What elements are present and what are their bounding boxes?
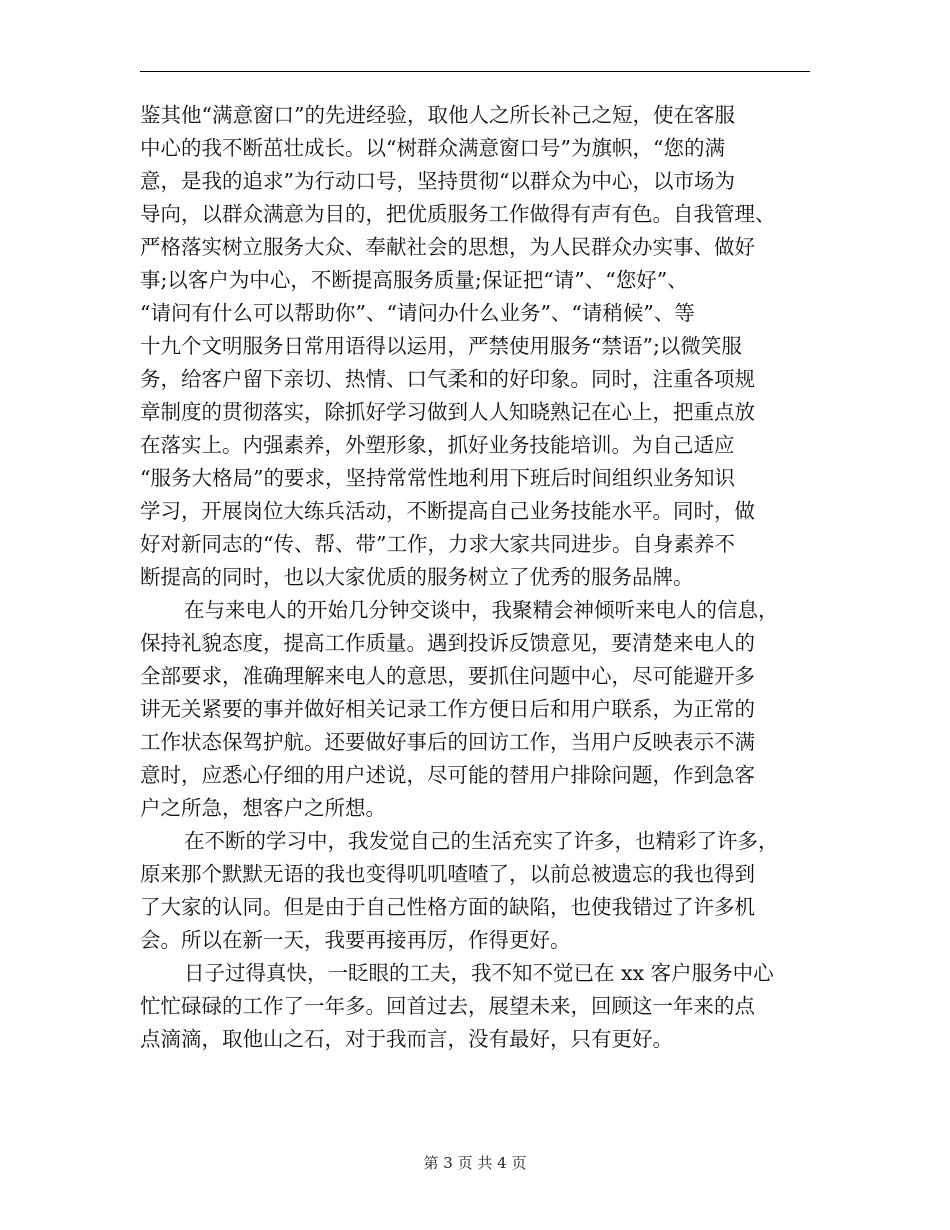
text-line: 断提高的同时，也以大家优质的服务树立了优秀的服务品牌。	[140, 565, 694, 589]
text-line: 忙忙碌碌的工作了一年多。回首过去，展望未来，回顾这一年来的点	[140, 994, 755, 1018]
text-line: 中心的我不断茁壮成长。以“树群众满意窗口号”为旗帜，“您的满	[140, 136, 725, 160]
text-line: 严格落实树立服务大众、奉献社会的思想，为人民群众办实事、做好	[140, 235, 755, 259]
text-line: 保持礼貌态度，提高工作质量。遇到投诉反馈意见，要清楚来电人的	[140, 631, 755, 655]
text-line: 在落实上。内强素养，外塑形象，抓好业务技能培训。为自己适应	[140, 433, 735, 457]
text-line: 导向，以群众满意为目的，把优质服务工作做得有声有色。自我管理、	[140, 202, 776, 226]
text-line: 工作状态保驾护航。还要做好事后的回访工作，当用户反映表示不满	[140, 730, 755, 754]
text-line: 了大家的认同。但是由于自己性格方面的缺陷，也使我错过了许多机	[140, 895, 755, 919]
body-text	[140, 99, 810, 1056]
text-line: 鉴其他“满意窗口”的先进经验，取他人之所长补己之短，使在客服	[140, 103, 735, 127]
text-line: “服务大格局”的要求，坚持常常性地利用下班后时间组织业务知识	[140, 466, 735, 490]
text-line: 户之所急，想客户之所想。	[140, 796, 386, 820]
text-line: “请问有什么可以帮助你”、“请问办什么业务”、“请稍候”、等	[140, 301, 695, 325]
text-line: 学习，开展岗位大练兵活动，不断提高自己业务技能水平。同时，做	[140, 499, 755, 523]
text-line: 意，是我的追求”为行动口号，坚持贯彻“以群众为中心，以市场为	[140, 169, 735, 193]
text-line: 十九个文明服务日常用语得以运用，严禁使用服务“禁语”;以微笑服	[140, 334, 742, 358]
text-line: 讲无关紧要的事并做好相关记录工作方便日后和用户联系，为正常的	[140, 697, 755, 721]
text-line: 原来那个默默无语的我也变得叽叽喳喳了，以前总被遗忘的我也得到	[140, 862, 755, 886]
paragraph-first-line: 日子过得真快，一眨眼的工夫，我不知不觉已在 xx 客户服务中心	[184, 961, 774, 985]
text-line: 点滴滴，取他山之石，对于我而言，没有最好，只有更好。	[140, 1027, 673, 1051]
header-rule	[140, 71, 810, 72]
paragraph-first-line: 在与来电人的开始几分钟交谈中，我聚精会神倾听来电人的信息，	[184, 598, 779, 622]
text-line: 全部要求，准确理解来电人的意思，要抓住问题中心，尽可能避开多	[140, 664, 755, 688]
paragraph-first-line: 在不断的学习中，我发觉自己的生活充实了许多，也精彩了许多，	[184, 829, 779, 853]
text-line: 章制度的贯彻落实，除抓好学习做到人人知晓熟记在心上，把重点放	[140, 400, 755, 424]
page-number-footer: 第 3 页 共 4 页	[423, 1154, 527, 1172]
text-line: 会。所以在新一天，我要再接再厉，作得更好。	[140, 928, 571, 952]
text-line: 事;以客户为中心，不断提高服务质量;保证把“请”、“您好”、	[140, 268, 688, 292]
text-line: 务，给客户留下亲切、热情、口气柔和的好印象。同时，注重各项规	[140, 367, 755, 391]
text-line: 好对新同志的“传、帮、带”工作，力求大家共同进步。自身素养不	[140, 532, 735, 556]
text-line: 意时，应悉心仔细的用户述说，尽可能的替用户排除问题，作到急客	[140, 763, 755, 787]
